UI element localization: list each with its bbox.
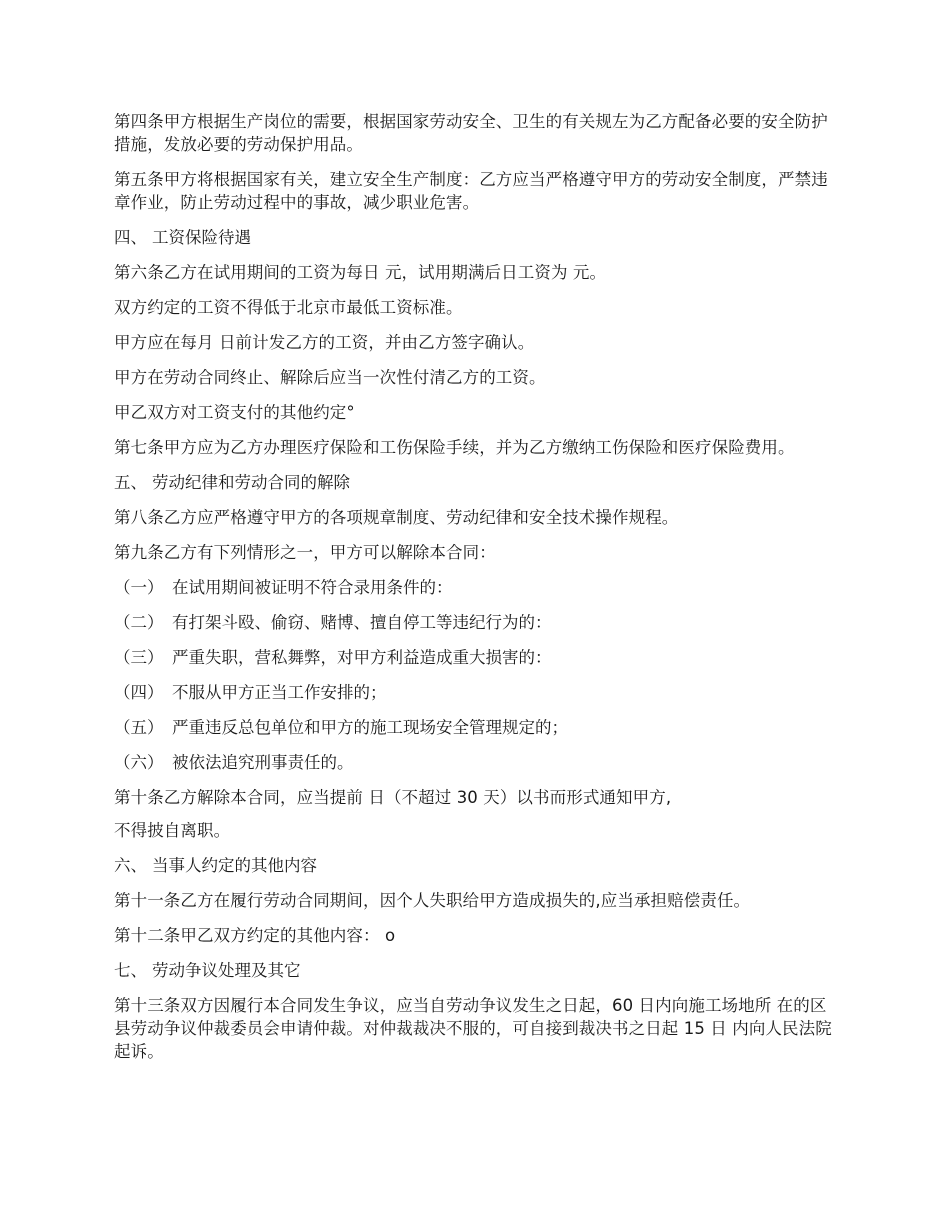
section-6-heading	[114, 854, 834, 877]
list-item-text: 有打架斗殴、偷窃、赌博、擅自停工等违纪行为的：	[172, 613, 552, 632]
article-8-paragraph: 第八条乙方应严格遵守甲方的各项规章制度、劳动纪律和安全技术操作规程。	[114, 508, 679, 527]
section-7-heading	[114, 959, 834, 982]
section-7-title: 劳动争议处理及其它	[152, 961, 301, 980]
article-11-paragraph: 第十一条乙方在履行劳动合同期间，因个人失职给甲方造成损失的,应当承担赔偿责任。	[114, 891, 751, 910]
list-item-number: （三）	[114, 648, 164, 667]
article-9-paragraph: 第九条乙方有下列情形之一，甲方可以解除本合同：	[114, 543, 496, 562]
section-5-heading	[114, 471, 834, 494]
list-item-number: （六）	[114, 753, 164, 772]
article-10-paragraph: 第十条乙方解除本合同，应当提前 日（不超过 30 天）以书而形式通知甲方,	[114, 788, 672, 807]
list-item	[114, 611, 834, 634]
article-10-continuation: 不得披自离职。	[114, 821, 231, 840]
final-pay-paragraph: 甲方在劳动合同终止、解除后应当一次性付清乙方的工资。	[114, 368, 546, 387]
article-4-paragraph: 第四条甲方根据生产岗位的需要，根据国家劳动安全、卫生的有关规左为乙方配备必要的安全防护措施，发放必要的劳动保护用品。	[114, 112, 828, 154]
monthly-pay-paragraph: 甲方应在每月 日前计发乙方的工资，并由乙方签字确认。	[114, 333, 535, 352]
list-item-text: 严重违反总包单位和甲方的施工现场安全管理规定的；	[172, 718, 568, 737]
section-6-number: 六、	[114, 856, 147, 875]
article-7-paragraph: 第七条甲方应为乙方办理医疗保险和工伤保险手续，并为乙方缴纳工伤保险和医疗保险费用。	[114, 438, 795, 457]
list-item-text: 在试用期间被证明不符合录用条件的：	[172, 578, 453, 597]
list-item	[114, 681, 834, 704]
article-5-paragraph: 第五条甲方将根据国家有关，建立安全生产制度：乙方应当严格遵守甲方的劳动安全制度，严禁违章作业，防止劳动过程中的事故，减少职业危害。	[114, 170, 828, 212]
section-7-number: 七、	[114, 961, 147, 980]
list-item-text: 不服从甲方正当工作安排的；	[172, 683, 387, 702]
article-13-paragraph: 第十三条双方因履行本合同发生争议，应当自劳动争议发生之日起，60 日内向施工场地所 在的区县劳动争议仲裁委员会申请仲裁。对仲裁裁决不服的，可自接到裁决书之日起 15 日 内向人民法院起诉。	[114, 996, 832, 1061]
section-5-title: 劳动纪律和劳动合同的解除	[152, 473, 350, 492]
list-item-number: （四）	[114, 683, 164, 702]
section-6-title: 当事人约定的其他内容	[152, 856, 317, 875]
list-item	[114, 576, 834, 599]
section-4-title: 工资保险待遇	[152, 228, 251, 247]
section-4-number: 四、	[114, 228, 147, 247]
list-item-number: （二）	[114, 613, 164, 632]
article-12-paragraph: 第十二条甲乙双方约定的其他内容： o	[114, 926, 396, 945]
list-item-number: （一）	[114, 578, 164, 597]
list-item-text: 被依法追究刑事责任的。	[172, 753, 354, 772]
list-item	[114, 646, 834, 669]
list-item-number: （五）	[114, 718, 164, 737]
section-4-heading	[114, 226, 834, 249]
section-5-number: 五、	[114, 473, 147, 492]
list-item-text: 严重失职，营私舞弊，对甲方利益造成重大损害的：	[172, 648, 552, 667]
minimum-wage-paragraph: 双方约定的工资不得低于北京市最低工资标准。	[114, 298, 463, 317]
article-6-paragraph: 第六条乙方在试用期间的工资为每日 元，试用期满后日工资为 元。	[114, 263, 607, 282]
list-item	[114, 751, 834, 774]
list-item	[114, 716, 834, 739]
document-body	[114, 110, 834, 1075]
other-wage-terms-paragraph: 甲乙双方对工资支付的其他约定°	[114, 403, 355, 422]
